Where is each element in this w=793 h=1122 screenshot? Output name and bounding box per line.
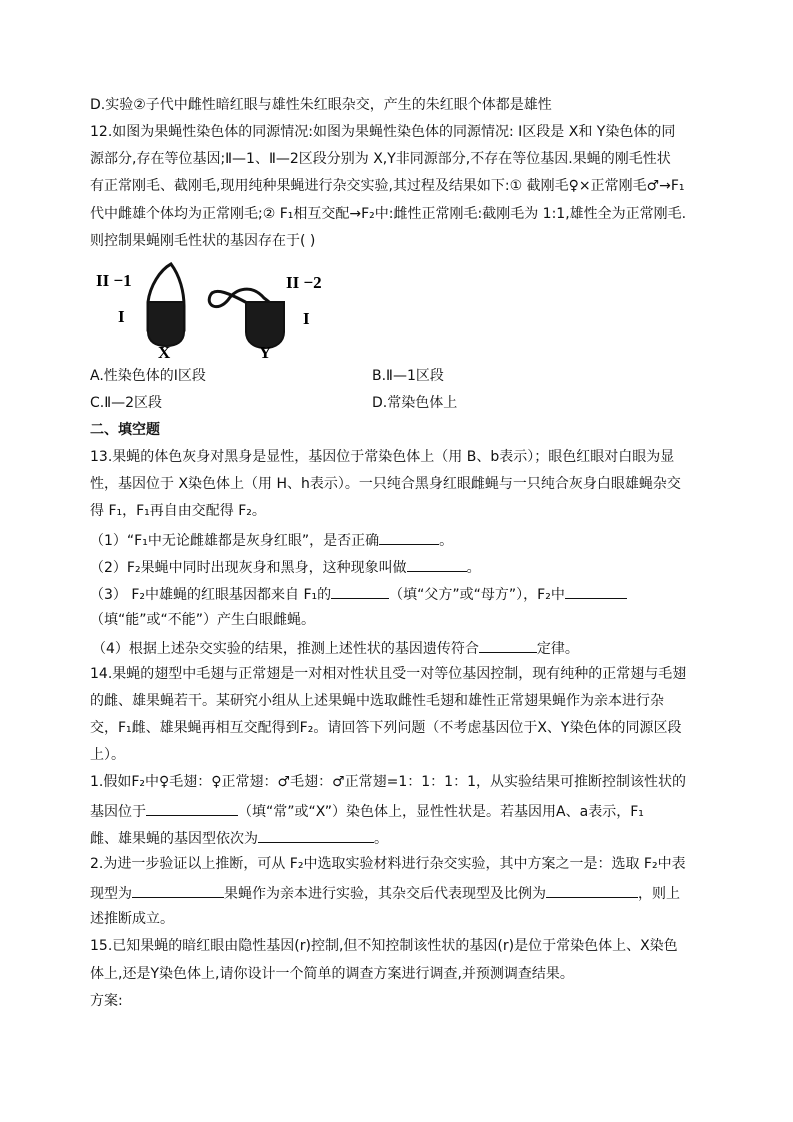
q14-part2-line-2: 现型为 果蝇作为亲本进行实验，其杂交后代表现型及比例为 ，则上 [90, 883, 680, 903]
q12-line-5: 则控制果蝇刚毛性状的基因存在于( ) [90, 233, 316, 249]
x-label-ii-1: II −1 [96, 271, 132, 290]
q12-line-4: 代中雌雄个体均为正常刚毛;② F₁相互交配→F₂中:雌性正常刚毛:截刚毛为 1:1,雄性全为正常刚毛. [90, 206, 687, 222]
q13-sub-2: （2）F₂果蝇中同时出现灰身和黑身，这种现象叫做 。 [90, 557, 481, 577]
q14-part2-line-3: 述推断成立。 [90, 911, 174, 927]
q14-part1-line-1: 1.假如F₂中♀毛翅：♀正常翅：♂毛翅：♂正常翅=1：1：1：1，从实验结果可推断控制该性状的 [90, 774, 686, 790]
answer-blank[interactable] [331, 584, 389, 599]
answer-blank[interactable] [479, 638, 537, 653]
q13-line-2: 性，基因位于 X染色体上（用 H、h表示）。一只纯合黑身红眼雌蝇与一只纯合灰身白眼雄蝇杂交 [90, 476, 681, 492]
answer-blank[interactable] [379, 530, 439, 545]
y-label-i: I [303, 309, 310, 328]
q12-line-3: 有正常刚毛、截刚毛,现用纯种果蝇进行杂交实验,其过程及结果如下:① 截刚毛♀×正常刚毛♂→F₁ [90, 178, 685, 194]
answer-blank[interactable] [565, 584, 627, 599]
x-label-i: I [118, 307, 125, 326]
q12-option-b: B.Ⅱ—1区段 [372, 368, 444, 384]
q14-part2-line-1: 2.为进一步验证以上推断，可从 F₂中选取实验材料进行杂交实验，其中方案之一是：选取 F₂中表 [90, 856, 686, 872]
q15-line-1: 15.已知果蝇的暗红眼由隐性基因(r)控制,但不知控制该性状的基因(r)是位于常染色体上、X染色 [90, 938, 678, 954]
q15-line-3: 方案: [90, 993, 123, 1009]
q13-sub-4: （4）根据上述杂交实验的结果，推测上述性状的基因遗传符合 定律。 [92, 638, 579, 658]
y-label-ii-2: II −2 [286, 273, 322, 292]
q12-option-a: A.性染色体的Ⅰ区段 [90, 368, 206, 384]
q12-line-1: 12.如图为果蝇性染色体的同源情况:如图为果蝇性染色体的同源情况: Ⅰ区段是 X和 Y染色体的同 [90, 124, 676, 140]
x-label: X [158, 343, 171, 358]
q13-sub-3: （3） F₂中雄蝇的红眼基因都来自 F₁的 （填“父方”或“母方”），F₂中 [90, 584, 627, 604]
q14-part1-line-3: 雌、雄果蝇的基因型依次为 。 [90, 828, 388, 848]
answer-blank[interactable] [146, 801, 238, 816]
q14-line-4: 上）。 [90, 747, 125, 763]
answer-blank[interactable] [132, 883, 224, 898]
q12-line-2: 源部分,存在等位基因;Ⅱ—1、Ⅱ—2区段分别为 X,Y非同源部分,不存在等位基因.果蝇的刚毛性状 [90, 151, 671, 167]
answer-blank[interactable] [258, 828, 374, 843]
q15-line-2: 体上,还是Y染色体上,请你设计一个简单的调查方案进行调查,并预测调查结果。 [90, 966, 574, 982]
q13-line-1: 13.果蝇的体色灰身对黑身是显性，基因位于常染色体上（用 B、b表示）；眼色红眼对白眼为显 [90, 449, 675, 465]
q14-part1-line-2: 基因位于 （填“常”或“X”）染色体上，显性性状是。若基因用A、a表示，F₁ [90, 801, 644, 821]
answer-blank[interactable] [546, 883, 638, 898]
q12-option-d: D.常染色体上 [372, 395, 458, 411]
answer-blank[interactable] [407, 557, 467, 572]
q11-option-d: D.实验②子代中雌性暗红眼与雄性朱红眼杂交，产生的朱红眼个体都是雄性 [90, 97, 552, 113]
q14-line-3: 交，F₁雌、雄果蝇再相互交配得到F₂。请回答下列问题（不考虑基因位于X、Y染色体的同源区段 [90, 720, 682, 736]
q13-sub-1: （1）“F₁中无论雌雄都是灰身红眼”，是否正确 。 [90, 530, 453, 550]
q14-line-2: 的雌、雄果蝇若干。某研究小组从上述果蝇中选取雌性毛翅和雄性正常翅果蝇作为亲本进行杂 [90, 693, 664, 709]
section-title: 二、填空题 [90, 422, 160, 438]
q13-line-3: 得 F₁，F₁再自由交配得 F₂。 [90, 503, 266, 519]
q13-sub-3-cont: （填“能”或“不能”）产生白眼雌蝇。 [90, 612, 316, 628]
q12-option-c: C.Ⅱ—2区段 [90, 395, 163, 411]
sex-chromosome-figure [96, 258, 346, 358]
q14-line-1: 14.果蝇的翅型中毛翅与正常翅是一对相对性状且受一对等位基因控制，现有纯种的正常翅与毛翅 [90, 666, 687, 682]
y-label: Y [259, 343, 272, 358]
